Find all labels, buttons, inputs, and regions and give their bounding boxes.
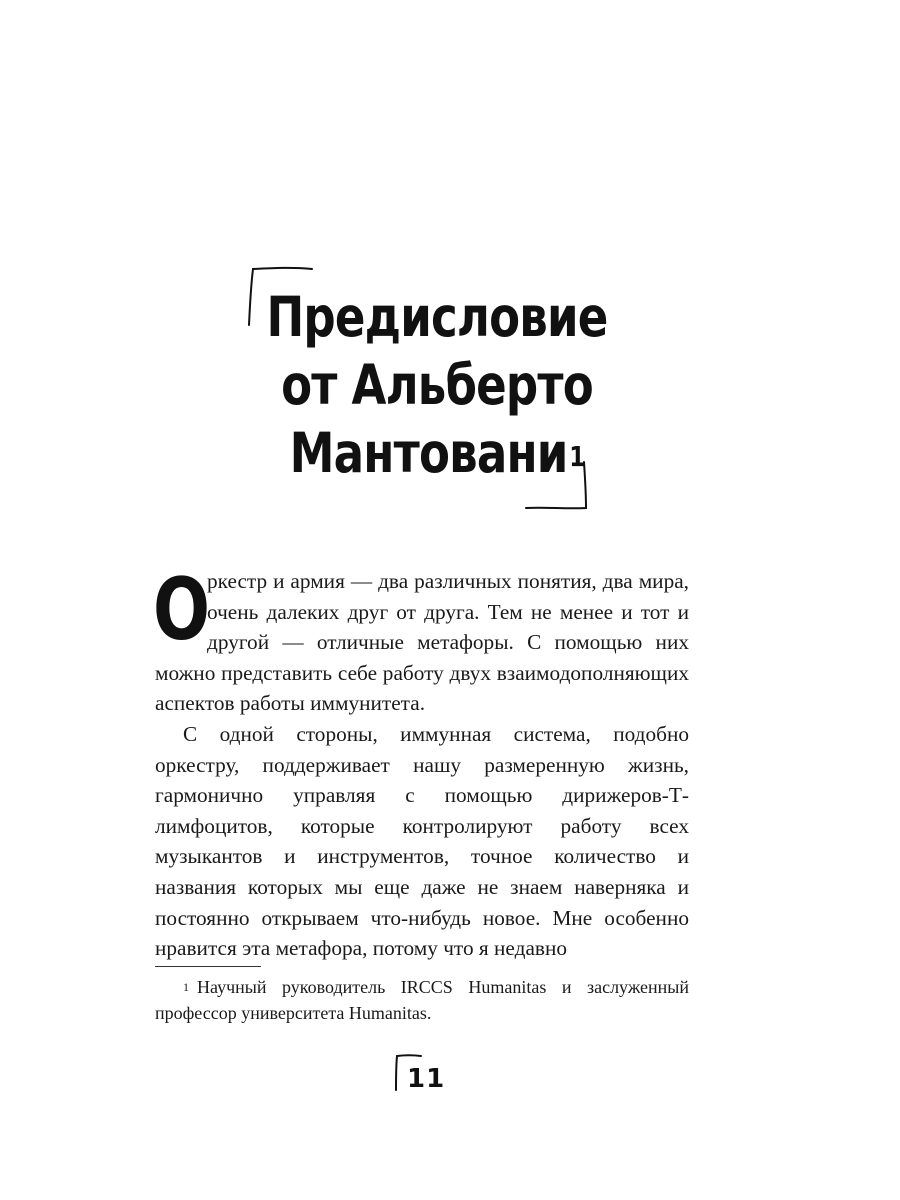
chapter-title bbox=[150, 283, 724, 487]
page-number: 11 bbox=[407, 1064, 446, 1094]
footnote-marker: 1 bbox=[569, 440, 585, 473]
chapter-title-line-3 bbox=[202, 419, 673, 487]
footnote bbox=[155, 974, 689, 1026]
chapter-title-line-2: от Альберто bbox=[281, 353, 593, 417]
paragraph-2: С одной стороны, иммунная система, подобно оркестру, поддерживает нашу размеренную жизнь, гармонично управляя с помощью дирижеров-Т-лимфоцитов, которые контролируют работу всех музыкантов и инструментов, точное количество и названия которых мы еще даже не знаем наверняка и постоянно открываем что-нибудь новое. Мне особенно нравится эта метафора, потому что я недавно bbox=[155, 721, 689, 961]
footnote-text: Научный руководитель IRCCS Humanitas и заслуженный профессор университета Humanitas. bbox=[155, 977, 689, 1023]
body-text bbox=[153, 560, 689, 964]
dropcap-letter: О bbox=[153, 560, 211, 660]
chapter-title-line-3-text: Мантовани bbox=[289, 421, 568, 485]
paragraph-1 bbox=[153, 560, 689, 719]
chapter-title-line-1: Предисловие bbox=[266, 285, 608, 349]
footnote-number: 1 bbox=[183, 980, 189, 994]
footnote-divider bbox=[155, 966, 261, 967]
page-number-block bbox=[393, 1052, 453, 1102]
paragraph-1-text: ркестр и армия — два различных понятия, два мира, очень далеких друг от друга. Тем не менее и тот и другой — отличные метафоры. С помощью них можно представить себе работу двух взаимодополняющих аспектов работы иммунитета. bbox=[155, 569, 689, 716]
